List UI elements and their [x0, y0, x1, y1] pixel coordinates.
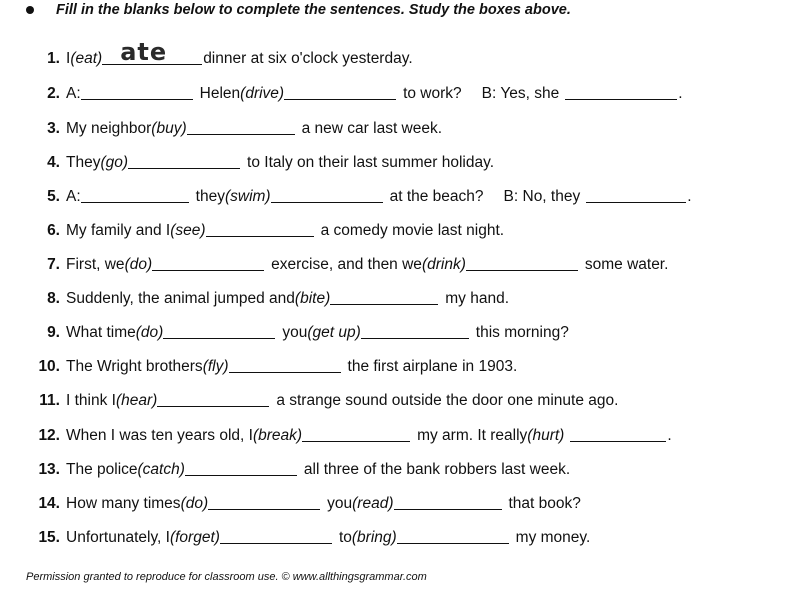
sentence-text: dinner at six o'clock yesterday. [203, 50, 413, 67]
item-number: 1. [47, 50, 60, 67]
verb-hint: (eat) [70, 50, 103, 67]
item-number: 11. [39, 392, 60, 409]
exercise-item-6 [24, 216, 799, 240]
item-number: 10. [38, 358, 60, 375]
sentence-text: First, we [66, 256, 125, 273]
sentence-text: Helen [199, 85, 241, 102]
sentence-text: B: No, they [503, 188, 581, 205]
answer-blank[interactable] [565, 81, 677, 100]
exercise-item-4 [24, 148, 799, 172]
sentence-text: they [195, 188, 225, 205]
exercise-item-7 [24, 250, 799, 274]
sentence-text: to work? [403, 85, 462, 102]
sentence-text: The Wright brothers [66, 358, 203, 375]
sentence-text: to [338, 529, 352, 546]
sentence-text: that book? [508, 495, 581, 512]
item-number: 4. [47, 154, 60, 171]
answer-blank[interactable] [394, 491, 502, 510]
verb-hint: (do) [124, 256, 153, 273]
handwritten-answer: ate [120, 38, 168, 66]
sentence-text: some water. [584, 256, 669, 273]
answer-blank[interactable] [570, 423, 666, 442]
verb-hint: (drive) [240, 85, 285, 102]
sentence-text: My neighbor [66, 120, 152, 137]
sentence-text: a strange sound outside the door one minute ago. [276, 392, 619, 409]
answer-blank[interactable] [102, 38, 202, 66]
verb-hint: (buy) [151, 120, 187, 137]
verb-hint: (drink) [421, 256, 466, 273]
item-number: 9. [47, 324, 60, 341]
answer-blank[interactable] [206, 218, 314, 237]
sentence-text: to Italy on their last summer holiday. [247, 154, 495, 171]
answer-blank[interactable] [187, 116, 295, 135]
verb-hint: (bring) [351, 529, 397, 546]
exercise-item-13 [24, 455, 799, 479]
sentence-text: The police [66, 461, 138, 478]
item-number: 13. [38, 461, 60, 478]
exercise-item-15 [24, 523, 799, 547]
item-number: 2. [47, 85, 60, 102]
verb-hint: (catch) [137, 461, 185, 478]
period: . [667, 427, 672, 444]
sentence-text: Unfortunately, I [66, 529, 170, 546]
answer-blank[interactable] [361, 320, 469, 339]
bullet-icon [26, 6, 34, 14]
sentence-text: the first airplane in 1903. [347, 358, 518, 375]
exercise-item-1 [24, 38, 799, 68]
sentence-text: I [66, 50, 71, 67]
sentence-text: A: [66, 188, 81, 205]
verb-hint: (read) [352, 495, 394, 512]
exercise-item-5 [24, 182, 799, 206]
instruction-text: Fill in the blanks below to complete the sentences. Study the boxes above. [56, 2, 571, 18]
sentence-text: at the beach? [389, 188, 484, 205]
sentence-text: A: [66, 85, 81, 102]
answer-blank[interactable] [208, 491, 320, 510]
verb-hint: (break) [252, 427, 303, 444]
verb-hint: (hurt) [527, 427, 565, 444]
exercise-item-10 [24, 352, 799, 376]
item-number: 8. [47, 290, 60, 307]
answer-blank[interactable] [397, 525, 509, 544]
sentence-text: I think I [66, 392, 116, 409]
sentence-text: exercise, and then we [271, 256, 422, 273]
sentence-text: you [327, 495, 353, 512]
item-number: 15. [38, 529, 60, 546]
footer-copyright: Permission granted to reproduce for classroom use. © www.allthingsgrammar.com [26, 571, 427, 583]
exercise-item-9 [24, 318, 799, 342]
answer-blank[interactable] [185, 457, 297, 476]
sentence-text: My family and I [66, 222, 171, 239]
sentence-text: you [282, 324, 308, 341]
verb-hint: (fly) [202, 358, 229, 375]
answer-blank[interactable] [220, 525, 332, 544]
verb-hint: (bite) [294, 290, 331, 307]
verb-hint: (forget) [169, 529, 220, 546]
answer-blank[interactable] [229, 354, 341, 373]
answer-blank[interactable] [128, 150, 240, 169]
verb-hint: (do) [180, 495, 209, 512]
item-number: 14. [38, 495, 60, 512]
answer-blank[interactable] [152, 252, 264, 271]
exercise-item-3 [24, 114, 799, 138]
item-number: 5. [47, 188, 60, 205]
item-number: 6. [47, 222, 60, 239]
sentence-text: all three of the bank robbers last week. [303, 461, 571, 478]
sentence-text: Suddenly, the animal jumped and [66, 290, 295, 307]
verb-hint: (swim) [224, 188, 271, 205]
answer-blank[interactable] [302, 423, 410, 442]
sentence-text: this morning? [475, 324, 569, 341]
sentence-text: my hand. [445, 290, 510, 307]
verb-hint: (see) [170, 222, 206, 239]
item-number: 12. [38, 427, 60, 444]
instructions [26, 2, 806, 18]
verb-hint: (hear) [115, 392, 158, 409]
verb-hint: (go) [100, 154, 129, 171]
period: . [678, 85, 683, 102]
answer-blank[interactable] [81, 184, 189, 203]
answer-blank[interactable] [157, 388, 269, 407]
sentence-text: a comedy movie last night. [320, 222, 505, 239]
answer-blank[interactable] [271, 184, 383, 203]
sentence-text: What time [66, 324, 136, 341]
period: . [687, 188, 692, 205]
sentence-text: They [66, 154, 101, 171]
sentence-text: a new car last week. [301, 120, 443, 137]
sentence-text: How many times [66, 495, 181, 512]
item-number: 3. [47, 120, 60, 137]
verb-hint: (get up) [307, 324, 361, 341]
answer-blank[interactable] [163, 320, 275, 339]
sentence-text: B: Yes, she [481, 85, 560, 102]
sentence-text: my arm. It really [417, 427, 528, 444]
exercise-item-8 [24, 284, 799, 308]
answer-blank[interactable] [284, 81, 396, 100]
exercise-item-11 [24, 386, 799, 410]
exercise-item-14 [24, 489, 799, 513]
item-number: 7. [47, 256, 60, 273]
exercise-item-2 [24, 79, 799, 103]
answer-blank[interactable] [81, 81, 193, 100]
answer-blank[interactable] [466, 252, 578, 271]
sentence-text: my money. [515, 529, 591, 546]
verb-hint: (do) [135, 324, 164, 341]
sentence-text: When I was ten years old, I [66, 427, 253, 444]
answer-blank[interactable] [586, 184, 686, 203]
answer-blank[interactable] [330, 286, 438, 305]
exercise-item-12 [24, 421, 799, 445]
